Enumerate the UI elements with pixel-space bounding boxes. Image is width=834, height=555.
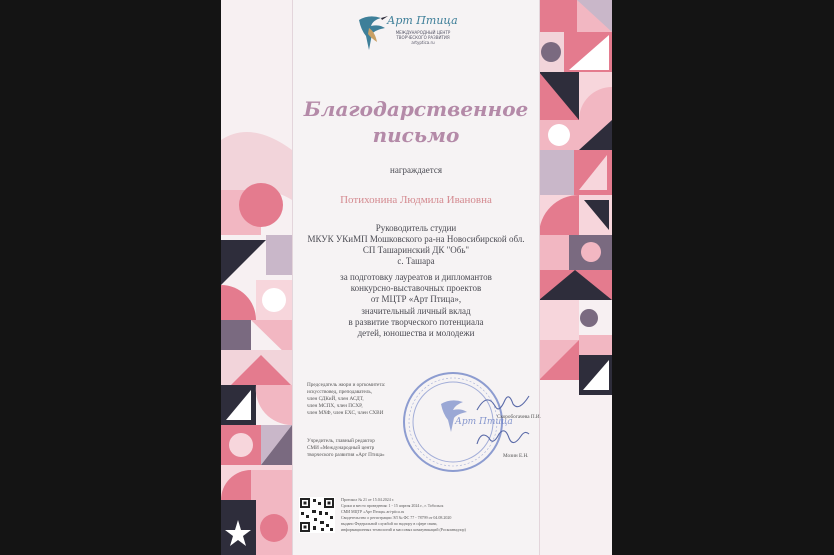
certificate-title-line1: Благодарственное	[303, 97, 529, 121]
jury-title-line: Председатель жюри и оргкомитета:	[307, 382, 386, 388]
founder-name: Мозин Е.Н.	[503, 453, 529, 459]
certificate-title-line2: письмо	[372, 123, 460, 147]
jury-title-line: член МХФ, член ЕХС, член СХВИ	[307, 410, 384, 416]
footer-line: СМИ МЦТР «Арт Птица» art-ptica.ru	[341, 509, 405, 514]
logo-website: artyptica.ru	[411, 40, 435, 45]
founder-title-line: Учредитель, главный редактор	[307, 438, 375, 444]
founder-title-line: творческого развития «Арт Птица»	[307, 452, 385, 458]
footer-line: информационных технологий и массовых коммуникаций (Роскомнадзор)	[341, 527, 466, 532]
jury-title-line: искусствовед, преподаватель,	[307, 389, 373, 395]
founder-signature	[471, 424, 531, 454]
founder-title-line: СМИ «Международный центр	[307, 445, 375, 451]
footer-line: Сроки и место проведения: 1 - 15 апреля 2024 г., г. Тобольск	[341, 503, 444, 508]
reason-line: от МЦТР «Арт Птица»,	[370, 294, 462, 304]
jury-signature	[473, 388, 533, 418]
awarded-label: награждается	[390, 165, 442, 175]
right-panel-edge	[539, 0, 540, 555]
reason-line: в развитие творческого потенциала	[348, 317, 484, 327]
logo-subtitle-line: ТВОРЧЕСКОГО РАЗВИТИЯ	[396, 35, 450, 40]
reason-line: значительный личный вклад	[361, 306, 471, 316]
right-decorative-pattern	[539, 0, 612, 555]
footer-line: Протокол № 21 от 15.04.2024 г.	[341, 497, 394, 502]
left-decorative-pattern	[221, 0, 292, 555]
hummingbird-icon	[355, 10, 389, 54]
jury-title-line: член СДКиЙ, член АСДТ,	[307, 396, 364, 402]
position-line: с. Ташара	[397, 256, 435, 266]
jury-chair-name: Скоробогачева П.И.	[497, 414, 541, 420]
position-line: Руководитель студии	[375, 223, 457, 233]
reason-line: конкурсно-выставочных проектов	[350, 283, 482, 293]
reason-line: детей, юношества и молодежи	[357, 328, 475, 338]
jury-title-line: член МСПХ, член ПСХР,	[307, 403, 363, 409]
footer-line: выдано Федеральной службой по надзору в сфере связи,	[341, 521, 438, 526]
position-line: СП Ташаринский ДК "Обь"	[362, 245, 470, 255]
reason-line: за подготовку лауреатов и дипломантов	[340, 272, 492, 282]
position-line: МКУК УКиМП Мошковского ра-на Новосибирской обл.	[307, 234, 525, 244]
logo-title: Арт Птица	[387, 14, 458, 27]
qr-code-icon	[299, 497, 335, 533]
stamp-center-text: Арт Птица	[455, 417, 513, 427]
certificate-sheet	[221, 0, 612, 555]
recipient-name: Потихонина Людмила Ивановна	[340, 194, 492, 206]
footer-line: Свидетельство о регистрации ЭЛ № ФС 77 - 78799 от 04.08.2020	[341, 515, 452, 520]
stamp-seal	[401, 370, 513, 474]
logo-subtitle-line: МЕЖДУНАРОДНЫЙ ЦЕНТР	[395, 30, 451, 35]
art-ptica-logo	[355, 8, 458, 54]
